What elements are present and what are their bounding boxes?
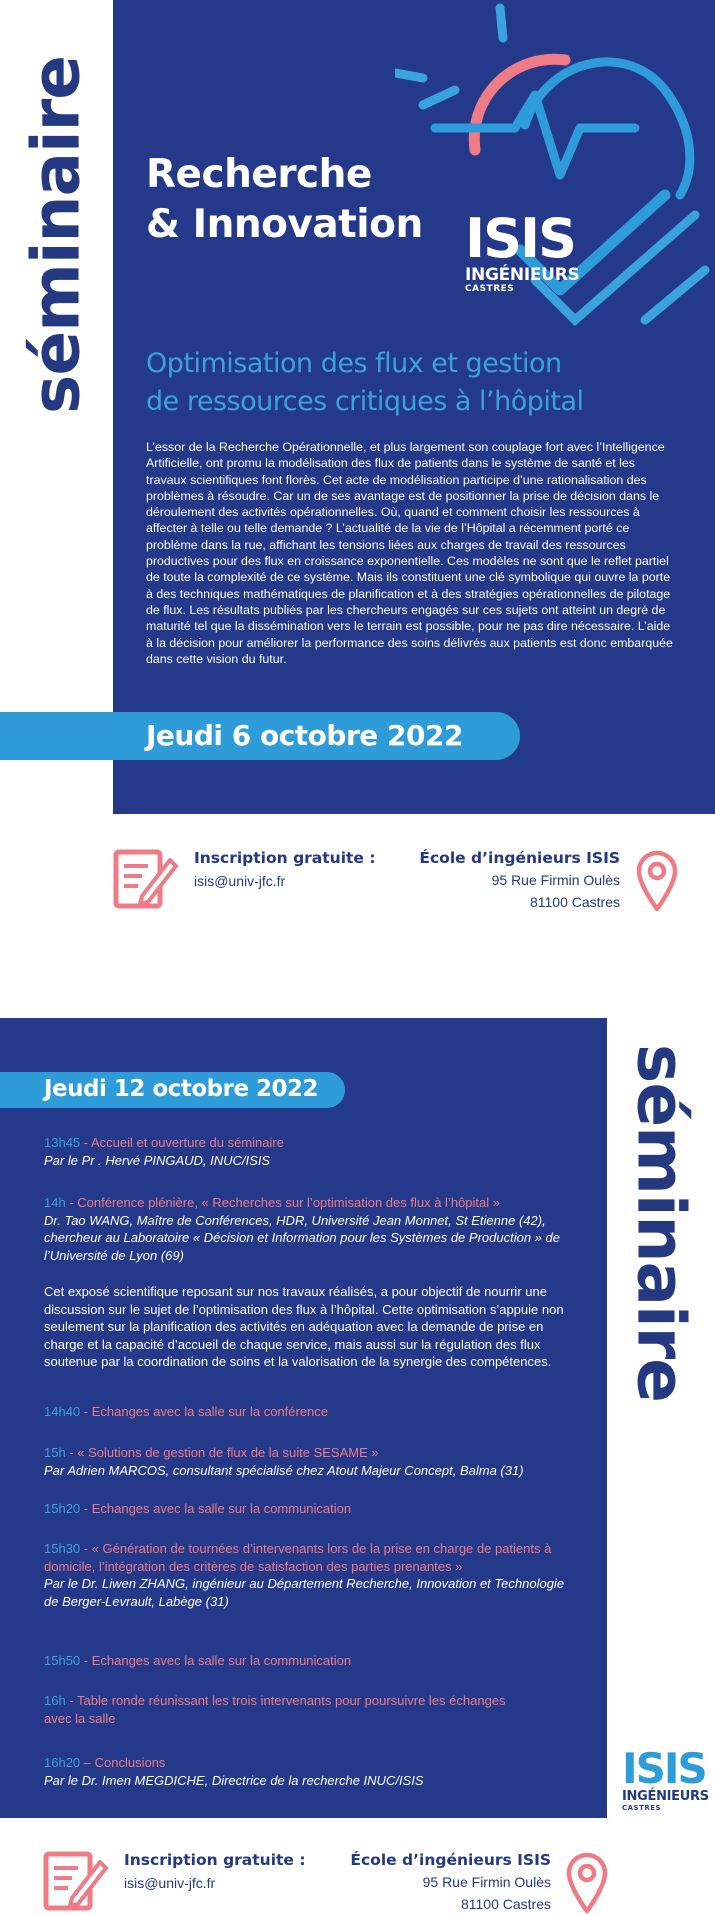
program-time: 15h50 [44,1653,81,1668]
registration-label: Inscription gratuite : [194,849,376,867]
program-item [44,1444,569,1479]
school-name: École d’ingénieurs ISIS [419,849,620,867]
program-time: 14h40 [44,1404,81,1419]
vertical-seminaire-right [607,1018,715,1458]
logo-city: CASTRES [622,1804,662,1812]
program-title: - Echanges avec la salle sur la communication [80,1653,352,1668]
heart-pulse-decoration [395,0,715,380]
program-time: 15h [44,1445,66,1460]
title-line-1: Recherche [146,152,372,197]
program-time: 15h30 [44,1541,81,1556]
location-pin-icon [635,849,679,913]
logo-word: ISIS [622,1744,706,1793]
program-speaker: Par le Dr. Liwen ZHANG, ingénieur au Département Recherche, Innovation et Technologie de Berger-Levrault, Labège (31) [44,1576,565,1609]
program-item [44,1500,569,1518]
location-pin-icon [565,1851,609,1915]
title-line-2: & Innovation [146,202,423,247]
program-item [44,1754,569,1789]
school-city: 81100 Castres [460,1896,551,1912]
seminar-subtitle [146,345,686,421]
date-banner-1 [0,712,520,760]
program-title: - Accueil et ouverture du séminaire [80,1135,284,1150]
school-street: 95 Rue Firmin Oulès [422,1874,551,1890]
seminaire-vertical-text-2: séminaire [622,1044,700,1402]
program-time: 15h20 [44,1501,81,1516]
page-title [146,150,423,250]
intro-paragraph: L’essor de la Recherche Opérationnelle, et plus largement son couplage fort avec l’Intelligence Artificielle, ont promu la modélisation des flux de patients dans le système de santé et les travaux scientifiques font florès. Cet acte de modélisation participe d’une rationalisation des problèmes à résoudre. Car un de ses avantage est de positionner la prise de décision dans le déroulement des activités opérationnelles. Où, quand et comment choisir les ressources à affecter à telle ou telle demande ? L’actualité de la vie de l’Hôpital a récemment porté ce problème dans la rue, affichant les tensions liées aux charges de travail des ressources productives pour des flux en croissance exponentielle. Ces modèles ne sont que le reflet partiel de toute la complexité de ce système. Mais ils constituent une clé symbolique qui ouvre la porte à des techniques mathématiques de planification et à des stratégies opérationnelles de pilotage de flux. Les résultats publiés par les chercheurs engagés sur ces sujets ont atteint un degré de maturité tel que la dissémination vers le terrain est possible, pour ne pas dire nécessaire. L’aide à la décision pour améliorer la performance des soins délivrés aux patients est donc embarquée dans cette vision du futur. [146,440,673,666]
registration-email[interactable]: isis@univ-jfc.fr [124,1875,216,1891]
program-time: 13h45 [44,1135,81,1150]
program-speaker: Par Adrien MARCOS, consultant spécialisé chez Atout Majeur Concept, Balma (31) [44,1462,524,1478]
program-title: - Conférence plénière, « Recherches sur l’optimisation des flux à l’hôpital » [65,1195,500,1210]
program-time: 16h20 [44,1755,81,1770]
logo-city: CASTRES [465,284,515,294]
program-time: 16h [44,1693,66,1708]
program-speaker: Par le Dr. Imen MEGDICHE, Directrice de la recherche INUC/ISIS [44,1772,424,1788]
program-title: - « Solutions de gestion de flux de la suite SESAME » [65,1445,379,1460]
date-banner-2 [0,1072,345,1108]
subtitle-line-2: de ressources critiques à l’hôpital [146,386,584,417]
school-address [419,847,620,913]
program-item [44,1540,569,1610]
program-speaker: Dr. Tao WANG, Maître de Conférences, HDR, Université Jean Monnet, St Etienne (42), chercheur au Laboratoire « Décision et Information pour les Systèmes de Production » de l’Université de Lyon (69) [44,1212,560,1263]
isis-logo [465,207,580,295]
notepad-pen-icon [42,1848,108,1914]
logo-word: ISIS [465,207,575,270]
program-title: - Echanges avec la salle sur la conférence [80,1404,329,1419]
school-address [350,1849,551,1915]
program-time: 14h [44,1195,66,1210]
program-item [44,1403,569,1421]
program-description [44,1283,569,1371]
registration-label: Inscription gratuite : [124,1851,306,1869]
program-item [44,1692,514,1727]
program-item [44,1652,569,1670]
registration-email[interactable]: isis@univ-jfc.fr [194,873,286,889]
seminaire-vertical-text: séminaire [17,56,95,414]
logo-sub: INGÉNIEURS [465,265,580,285]
program-item [44,1134,569,1169]
school-street: 95 Rue Firmin Oulès [491,872,620,888]
notepad-pen-icon [112,846,178,912]
date-text-2: Jeudi 12 octobre 2022 [44,1076,319,1102]
program-title: - Echanges avec la salle sur la communication [80,1501,352,1516]
logo-sub: INGÉNIEURS [622,1789,709,1804]
program-title: - Table ronde réunissant les trois intervenants pour poursuivre les échanges avec la salle [44,1693,506,1726]
subtitle-line-1: Optimisation des flux et gestion [146,348,562,379]
school-name: École d’ingénieurs ISIS [350,1851,551,1869]
program-item [44,1194,569,1264]
program-abstract: Cet exposé scientifique reposant sur nos travaux réalisés, a pour objectif de nourrir une discussion sur le sujet de l’optimisation des flux à l’hôpital. Cette optimisation s’appuie non seulement sur la planification des activités en adéquation avec la demande de prise en charge et la capacité d’accueil de chaque service, mais aussi sur la régulation des flux soutenue par la coordination de soins et la valorisation de la synergie des compétences. [44,1284,564,1369]
vertical-seminaire-left [0,0,113,800]
program-speaker: Par le Pr . Hervé PINGAUD, INUC/ISIS [44,1152,271,1168]
program-title: – Conclusions [80,1755,166,1770]
isis-logo-small [622,1744,709,1813]
program-title: - « Génération de tournées d’intervenants lors de la prise en charge de patients à domicile, l’intégration des critères de satisfaction des parties prenantes » [44,1541,552,1574]
date-text-1: Jeudi 6 octobre 2022 [146,719,463,752]
school-city: 81100 Castres [529,894,620,910]
